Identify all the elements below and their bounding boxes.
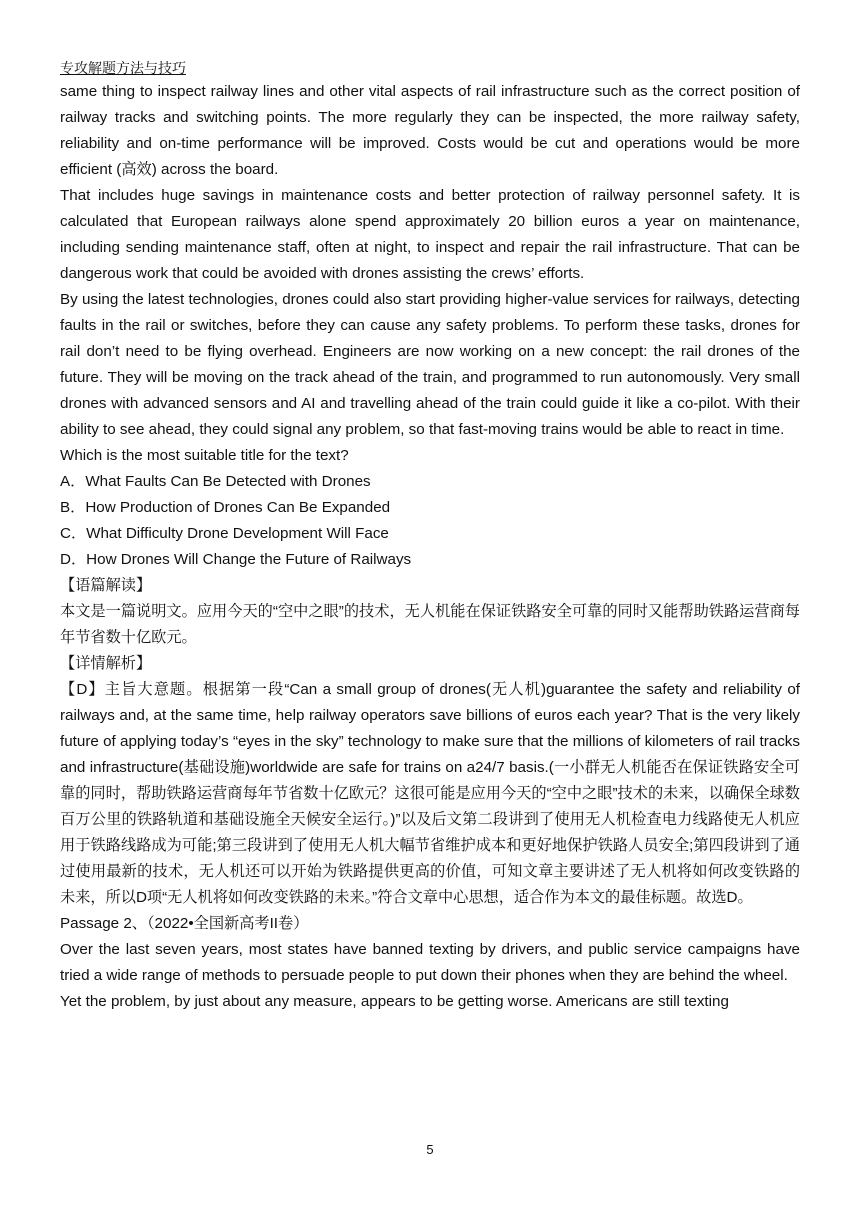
- reading-heading: 【语篇解读】: [60, 577, 152, 594]
- paragraph-1: same thing to inspect railway lines and other vital aspects of rail infrastructure such as the correct position of railway tracks and switching points. The more regularly they can be inspected, the more railway safety, reliability and on-time performance will be improved. Costs would be cut and operations would be more efficient (高效) across the board.: [60, 83, 800, 178]
- option-b: B．How Production of Drones Can Be Expanded: [60, 499, 391, 516]
- paragraph-2: That includes huge savings in maintenance costs and better protection of railway personnel safety. It is calculated that European railways alone spend approximately 20 billion euros a year on maintenance, including sending maintenance staff, often at night, to inspect and repair the rail infrastructure. That can be dangerous work that could be avoided with drones assisting the crews’ efforts.: [60, 187, 800, 282]
- analysis-text: 【D】主旨大意题。根据第一段“Can a small group of drones(无人机)guarantee the safety and reliability of railways and, at the same time, help railway operators save billions of euros each year? That is the very likely future of applying today’s “eyes in the sky” technology to make sure that the millions of kilometers of rail tracks and infrastructure(基础设施)worldwide are safe for trains on a24/7 basis.(一小群无人机能否在保证铁路安全可靠的同时，帮助铁路运营商每年节省数十亿欧元？这很可能是应用今天的“空中之眼”技术的未来，以确保全球数百万公里的铁路轨道和基础设施全天候安全运行。)”以及后文第二段讲到了使用无人机检查电力线路使无人机应用于铁路线路成为可能;第三段讲到了使用无人机大幅节省维护成本和更好地保护铁路人员安全;第四段讲到了通过使用最新的技术，无人机还可以开始为铁路提供更高的价值，可知文章主要讲述了无人机将如何改变铁路的未来，所以D项“无人机将如何改变铁路的未来。”符合文章中心思想，适合作为本文的最佳标题。故选D。: [60, 681, 800, 906]
- option-c: C．What Difficulty Drone Development Will Face: [60, 525, 389, 542]
- page-header: 专攻解题方法与技巧: [60, 60, 186, 76]
- reading-text: 本文是一篇说明文。应用今天的“空中之眼”的技术，无人机能在保证铁路安全可靠的同时又能帮助铁路运营商每年节省数十亿欧元。: [60, 603, 800, 646]
- paragraph-3: By using the latest technologies, drones could also start providing higher-value services for railways, detecting faults in the rail or switches, before they can cause any safety problems. To perform these tasks, drones for rail don’t need to be flying overhead. Engineers are now working on a new concept: the rail drones of the future. They will be moving on the track ahead of the train, and programmed to run autonomously. Very small drones with advanced sensors and AI and travelling ahead of the train could guide it like a co-pilot. With their ability to see ahead, they could signal any problem, so that fast-moving trains would be able to react in time.: [60, 291, 800, 438]
- passage2-paragraph-2: Yet the problem, by just about any measure, appears to be getting worse. Americans are still texting: [60, 993, 729, 1010]
- option-d: D．How Drones Will Change the Future of Railways: [60, 551, 412, 568]
- passage2-paragraph-1: Over the last seven years, most states have banned texting by drivers, and public service campaigns have tried a wide range of methods to persuade people to put down their phones when they are behind the wheel.: [60, 941, 800, 984]
- passage2-title: Passage 2、（2022•全国新高考II卷）: [60, 915, 309, 932]
- analysis-heading: 【详情解析】: [60, 655, 152, 672]
- question-text: Which is the most suitable title for the text?: [60, 447, 349, 464]
- option-a: A．What Faults Can Be Detected with Drones: [60, 473, 371, 490]
- document-page: [60, 57, 800, 1015]
- page-number: 5: [426, 1142, 434, 1157]
